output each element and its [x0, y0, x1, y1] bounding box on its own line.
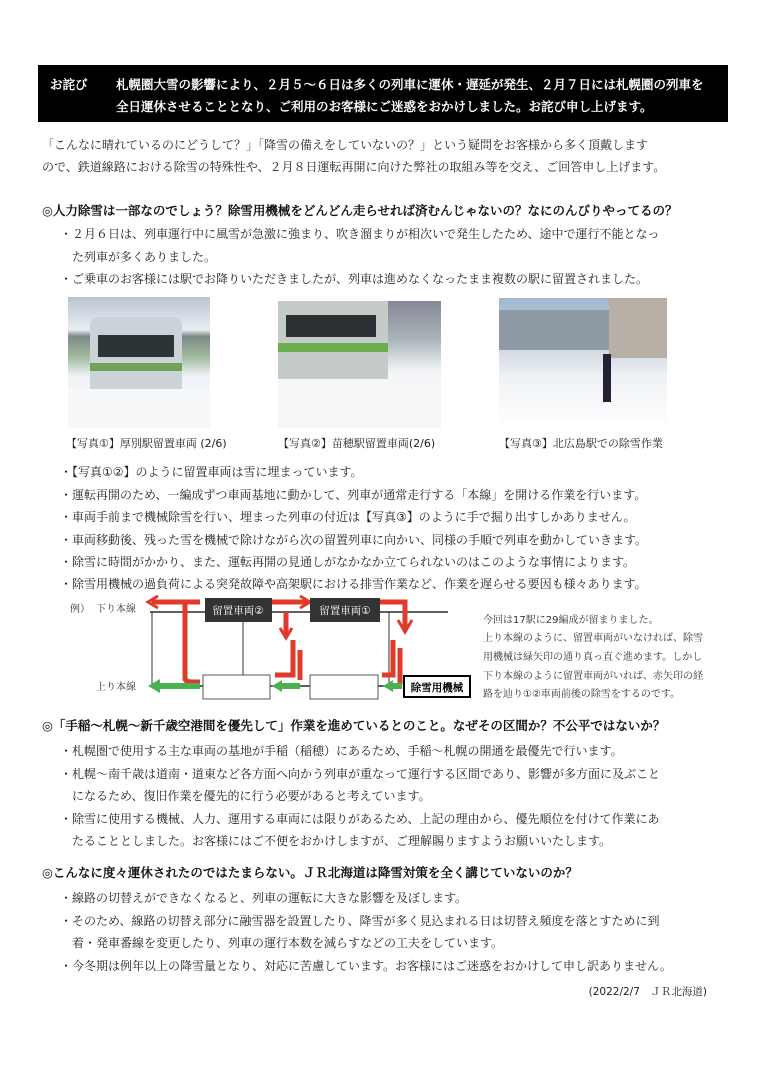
diagram-note: 用機械は緑矢印の通り真っ直ぐ進めます。しかし — [483, 652, 703, 663]
apology-label: お詫び — [50, 77, 88, 92]
section3-heading: ◎こんなに度々運休されたのではたまらない。ＪＲ北海道は降雪対策を全く講じていないのか？ — [42, 865, 578, 880]
date-signature: (2022/2/7 ＪＲ北海道) — [588, 986, 707, 998]
snow-removal-route-diagram — [0, 590, 480, 705]
parked-car-2-label: 留置車両② — [212, 605, 264, 617]
photo-naebo-train — [278, 301, 441, 428]
photo-atsubetsu-train — [68, 297, 210, 428]
section1-heading: ◎人力除雪は一部なのでしょう？除雪用機械をどんどん走らせれば済むんじゃないの？なにのんびりやってるの？ — [42, 203, 678, 218]
bullet: た列車が多くありました。 — [60, 250, 217, 264]
photo-caption: 【写真②】苗穂駅留置車両(2/6) — [278, 437, 436, 450]
parked-car-1-label: 留置車両① — [319, 605, 371, 617]
bullet: ・２月６日は、列車運行中に風雪が急激に強まり、吹き溜まりが相次いで発生したため、途中で運行不能となっ — [60, 227, 660, 241]
up-line-label: 上り本線 — [96, 682, 136, 693]
diagram-note: 今回は17駅に29編成が留まりました。 — [483, 615, 659, 626]
apology-line: 全日運休させることとなり、ご利用のお客様にご迷惑をおかけしました。お詫び申し上げます。 — [116, 99, 653, 114]
bullet: ・線路の切替えができなくなると、列車の運転に大きな影響を及ぼします。 — [60, 891, 468, 905]
bullet: ・ご乗車のお客様には駅でお降りいただきましたが、列車は進めなくなったまま複数の駅に留置されました。 — [60, 272, 649, 286]
diagram-note: 下り本線のように留置車両がいれば、赤矢印の経 — [483, 671, 703, 682]
photo-caption: 【写真①】厚別駅留置車両 (2/6) — [66, 437, 227, 450]
intro-line: ので、鉄道線路における除雪の特殊性や、２月８日運転再開に向けた弊社の取組み等を交え、ご回答申し上げます。 — [42, 160, 666, 174]
apology-line: 札幌圏大雪の影響により、２月５～６日は多くの列車に運休・遅延が発生、２月７日には札幌圏の列車を — [116, 77, 704, 92]
diagram-note: 上り本線のように、留置車両がいなければ、除雪 — [483, 633, 703, 644]
bullet: ・そのため、線路の切替え部分に融雪器を設置したり、降雪が多く見込まれる日は切替え頻度を落とすために到 — [60, 914, 660, 928]
apology-banner — [38, 65, 728, 122]
example-label: 例） — [70, 604, 90, 615]
bullet: ・車両移動後、残った雪を機械で除けながら次の留置列車に向かい、同様の手順で列車を動かしていきます。 — [60, 533, 648, 547]
bullet: たることとしました。お客様にはご不便をおかけしますが、ご理解賜りますようお願いいたします。 — [60, 834, 612, 848]
bullet: ・除雪に時間がかかり、また、運転再開の見通しがなかなか立てられないのはこのような事情によります。 — [60, 555, 636, 569]
bullet: ・【写真①②】のように留置車両は雪に埋まっています。 — [60, 465, 363, 479]
machine-label: 除雪用機械 — [410, 682, 464, 694]
bullet: ・札幌～南千歳は道南・道東など各方面へ向かう列車が重なって運行する区間であり、影響が多方面に及ぶこと — [60, 767, 661, 781]
bullet: になるため、復旧作業を優先的に行う必要があると考えています。 — [60, 789, 431, 803]
diagram-note: 路を辿り①②車両前後の除雪をするのです。 — [483, 689, 681, 700]
bullet: ・除雪に使用する機械、人力、運用する車両には限りがあるため、上記の理由から、優先順位を付けて作業にあ — [60, 812, 660, 826]
photo-kitahiroshima-snow-removal — [499, 298, 667, 428]
bullet: ・運転再開のため、一編成ずつ車両基地に動かして、列車が通常走行する「本線」を開ける作業を行います。 — [60, 488, 647, 502]
section2-heading: ◎「手稲～札幌～新千歳空港間を優先して」作業を進めているとのこと。なぜその区間か？不公平ではないか？ — [42, 718, 666, 733]
bullet: ・札幌圏で使用する主な車両の基地が手稲（稲穂）にあるため、手稲～札幌の開通を最優先で行います。 — [60, 744, 623, 758]
intro-line: 「こんなに晴れているのにどうして？」「降雪の備えをしていないの？」という疑問をお客様から多く頂戴します — [42, 138, 649, 152]
photo-caption: 【写真③】北広島駅での除雪作業 — [499, 437, 663, 450]
bullet: 着・発車番線を変更したり、列車の運行本数を減らすなどの工夫をしています。 — [60, 936, 504, 950]
bullet: ・今冬期は例年以上の降雪量となり、対応に苦慮しています。お客様にはご迷惑をおかけして申し訳ありません。 — [60, 959, 672, 973]
down-line-label: 下り本線 — [96, 604, 136, 615]
bullet: ・除雪用機械の過負荷による突発故障や高架駅における排雪作業など、作業を遅らせる要因も様々あります。 — [60, 577, 647, 591]
bullet: ・車両手前まで機械除雪を行い、埋まった列車の付近は【写真③】のように手で掘り出すしかありません。 — [60, 510, 636, 524]
